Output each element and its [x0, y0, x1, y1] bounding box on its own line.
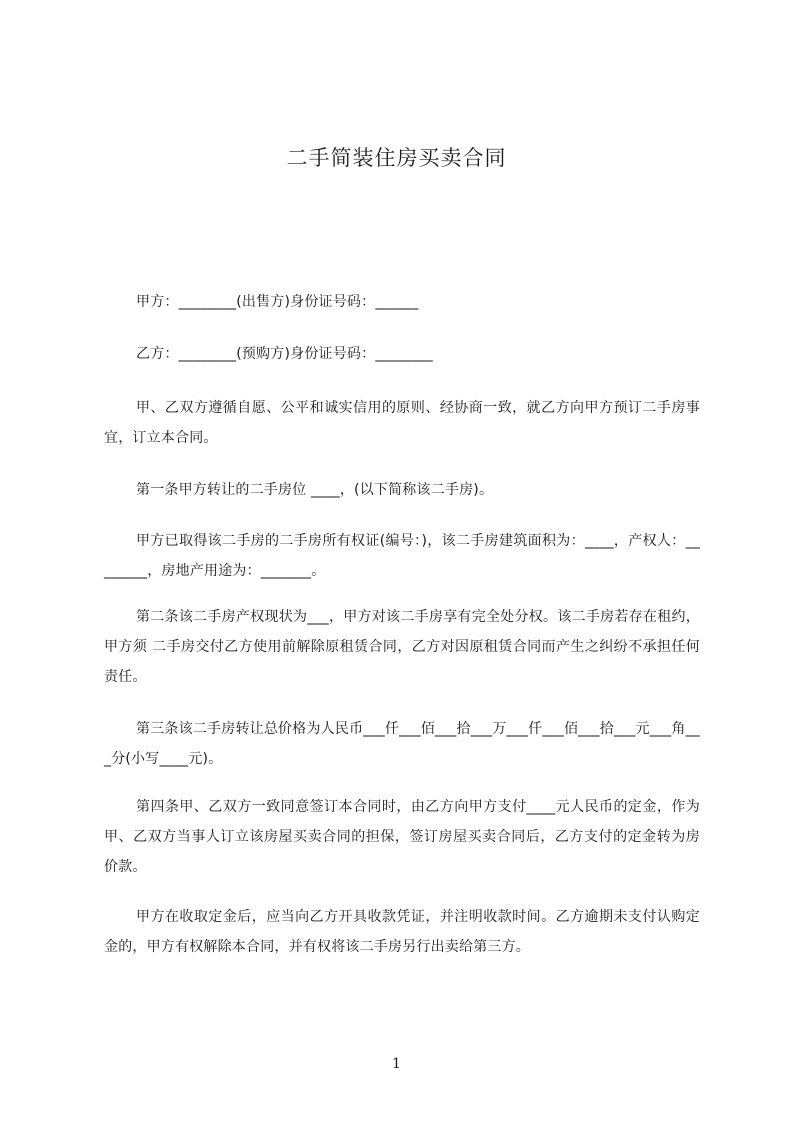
article-4-paragraph: 第四条甲、乙双方一致同意签订本合同时，由乙方向甲方支付____元人民币的定金，作为甲、乙双方当事人订立该房屋买卖合同的担保，签订房屋买卖合同后，乙方支付的定金转为房价款。: [104, 799, 700, 875]
ownership-certificate-paragraph: 甲方已取得该二手房的二手房所有权证(编号：)，该二手房建筑面积为：____，产权人：________，房地产用途为：_______。: [104, 533, 700, 579]
party-b-line: 乙方：________(预购方)身份证号码：________: [136, 346, 433, 362]
document-title: 二手简装住房买卖合同: [286, 146, 507, 170]
party-a-line: 甲方：________(出售方)身份证号码：______: [136, 294, 419, 310]
page-number: 1: [392, 1056, 401, 1072]
article-2-paragraph: 第二条该二手房产权现状为___，甲方对该二手房享有完全处分权。该二手房若存在租约，甲方须 二手房交付乙方使用前解除原租赁合同，乙方对因原租赁合同而产生之纠纷不承担任何责任。: [104, 609, 700, 685]
article-1-paragraph: 第一条甲方转让的二手房位 ____，(以下简称该二手房)。: [136, 482, 494, 498]
article-3-paragraph: 第三条该二手房转让总价格为人民币___仟___佰___拾___万___仟___佰___拾___元___角___分(小写____元)。: [104, 721, 700, 767]
deposit-receipt-paragraph: 甲方在收取定金后，应当向乙方开具收款凭证，并注明收款时间。乙方逾期未支付认购定金的，甲方有权解除本合同，并有权将该二手房另行出卖给第三方。: [104, 909, 700, 955]
preamble-paragraph: 甲、乙双方遵循自愿、公平和诚实信用的原则、经协商一致，就乙方向甲方预订二手房事宜，订立本合同。: [104, 400, 700, 446]
